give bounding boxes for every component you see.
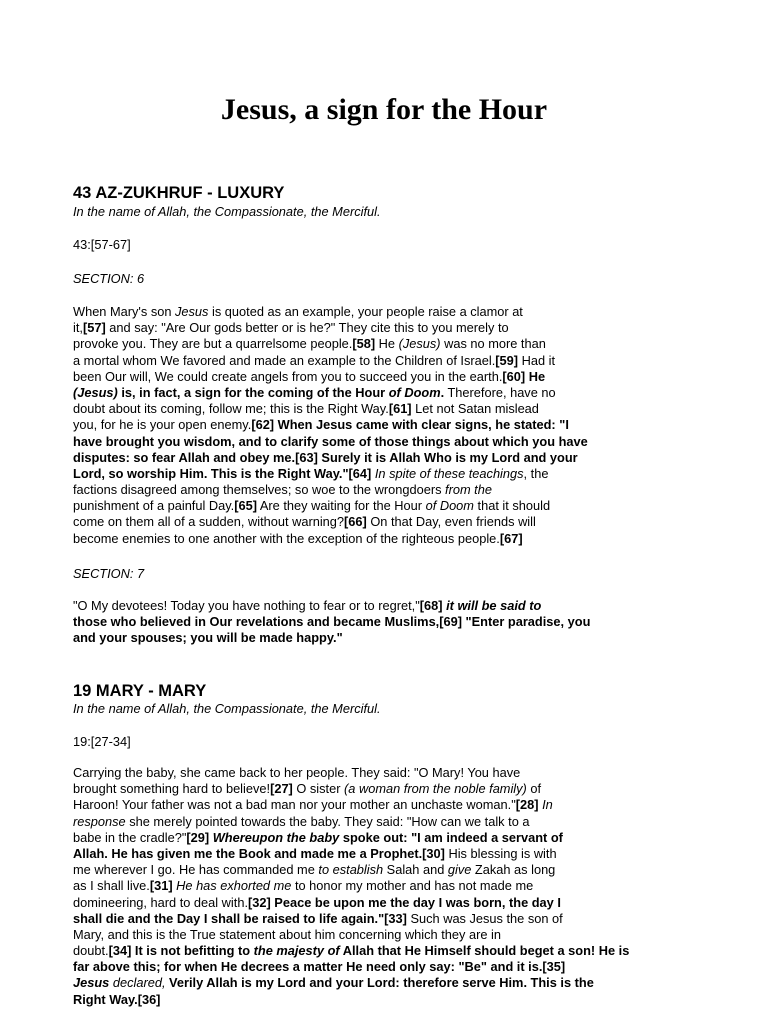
text-run: [27]: [270, 781, 293, 797]
text-run: (a woman from the noble family): [344, 781, 527, 797]
text-run: come on them all of a sudden, without warning?: [73, 514, 345, 530]
text-run: to establish: [318, 862, 384, 878]
text-run: [32] Peace be upon me the day I was born, the day I: [248, 894, 561, 910]
text-run: been Our will, We could create angels from you to succeed you in the earth.: [73, 368, 503, 384]
text-run: spoke out: "I am indeed a servant of: [339, 829, 563, 845]
text-run: In spite of these teachings: [371, 465, 524, 481]
text-run: [59]: [495, 352, 519, 368]
text-run: punishment of a painful Day.: [73, 498, 235, 514]
text-line: [73, 927, 753, 943]
paragraph-az-zukhruf-section-6: [73, 304, 753, 547]
text-run: from the: [445, 482, 492, 498]
bismillah-line: In the name of Allah, the Compassionate, the Merciful.: [73, 204, 381, 219]
text-line: [73, 614, 753, 630]
text-run: Zakah as long: [471, 862, 556, 878]
text-run: far above this; for when He decrees a matter He need only say: "Be" and it is.[35]: [73, 959, 566, 975]
text-run: Jesus: [175, 304, 209, 319]
text-run: of Doom: [388, 384, 441, 400]
text-run: of: [526, 781, 542, 797]
text-run: On that Day, even friends will: [366, 514, 536, 530]
text-run: [61]: [388, 401, 412, 417]
text-run: [31]: [149, 878, 173, 894]
text-run: domineering, hard to deal with.: [73, 894, 248, 910]
text-run: He: [375, 336, 399, 352]
text-run: brought something hard to believe!: [73, 781, 271, 797]
text-run: O sister: [292, 781, 345, 797]
page-title: Jesus, a sign for the Hour: [220, 93, 548, 126]
text-line: [73, 417, 753, 433]
paragraph-az-zukhruf-section-7: [73, 598, 753, 647]
text-run: is quoted as an example, your people raise a clamor at: [208, 304, 523, 319]
text-run: Haroon! Your father was not a bad man nor your mother an unchaste woman.": [73, 797, 516, 813]
text-line: [73, 385, 753, 401]
text-run: and say: "Are Our gods better or is he?" They cite this to you merely to: [105, 320, 509, 336]
text-run: (Jesus): [398, 336, 441, 352]
text-run: [34] It is not befitting to: [108, 943, 254, 959]
verse-reference: 43:[57-67]: [73, 237, 131, 252]
text-run: [62] When Jesus came with clear signs, he stated: "I: [251, 417, 569, 433]
paragraph-mary: [73, 765, 753, 1008]
text-run: it,: [73, 320, 83, 336]
surah-heading-az-zukhruf: 43 AZ-ZUKHRUF - LUXURY: [73, 184, 285, 202]
text-run: become enemies to one another with the exception of the righteous people.: [73, 530, 500, 546]
text-run: .: [440, 384, 445, 400]
text-run: [57]: [82, 320, 106, 336]
bismillah-line: In the name of Allah, the Compassionate, the Merciful.: [73, 701, 381, 716]
text-run: disputes: so fear Allah and obey me.[63] Surely it is Allah Who is my Lord and your: [73, 449, 578, 465]
text-line: [73, 401, 753, 417]
text-line: [73, 320, 753, 336]
text-line: [73, 353, 753, 369]
text-run: babe in the cradle?": [73, 829, 187, 845]
text-run: the majesty of: [253, 943, 340, 959]
text-run: When Mary's son: [73, 304, 176, 319]
text-run: of Doom: [425, 498, 474, 514]
text-run: those who believed in Our revelations and became Muslims,[69] "Enter paradise, you: [73, 614, 591, 630]
text-run: He has exhorted me: [172, 878, 292, 894]
text-line: [73, 336, 753, 352]
text-run: , the: [523, 465, 549, 481]
text-run: you, for he is your open enemy.: [73, 417, 252, 433]
verse-reference: 19:[27-34]: [73, 734, 131, 749]
section-label: SECTION: 6: [73, 271, 145, 286]
text-run: that it should: [473, 498, 551, 514]
text-line: [73, 531, 753, 547]
text-run: shall die and the Day I shall be raised to life again."[33]: [73, 910, 407, 926]
text-run: In: [538, 797, 553, 813]
text-run: to honor my mother and has not made me: [291, 878, 534, 894]
text-run: Are they waiting for the Hour: [257, 498, 426, 514]
text-line: [73, 304, 753, 320]
text-line: [73, 911, 753, 927]
text-line: [73, 450, 753, 466]
text-line: [73, 895, 753, 911]
text-run: it will be said to: [442, 598, 542, 613]
text-line: [73, 498, 753, 514]
text-line: [73, 943, 753, 959]
text-line: [73, 959, 753, 975]
text-line: [73, 797, 753, 813]
text-line: [73, 830, 753, 846]
text-run: provoke you. They are but a quarrelsome people.: [73, 336, 353, 352]
text-line: [73, 369, 753, 385]
text-run: give: [447, 862, 472, 878]
text-run: Allah. He has given me the Book and made me a Prophet.[30]: [73, 845, 445, 861]
text-run: is, in fact, a sign for the coming of the Hour: [117, 384, 389, 400]
text-run: (Jesus): [73, 384, 118, 400]
text-run: Verily Allah is my Lord and your Lord: therefore serve Him. This is the: [165, 975, 594, 991]
text-line: [73, 846, 753, 862]
text-run: Allah that He Himself should beget a son! He is: [339, 943, 630, 959]
text-run: Therefore, have no: [444, 384, 556, 400]
text-run: His blessing is with: [444, 845, 557, 861]
text-run: [58]: [352, 336, 376, 352]
text-line: [73, 482, 753, 498]
text-line: [73, 630, 753, 646]
text-line: [73, 514, 753, 530]
text-run: as I shall live.: [73, 878, 150, 894]
text-run: and your spouses; you will be made happy.": [73, 630, 343, 646]
text-run: Carrying the baby, she came back to her people. They said: "O Mary! You have: [73, 765, 521, 780]
surah-heading-mary: 19 MARY - MARY: [73, 682, 207, 700]
text-line: [73, 992, 753, 1008]
text-run: [68]: [419, 598, 443, 613]
section-label: SECTION: 7: [73, 566, 145, 581]
text-run: [60] He: [502, 368, 546, 384]
text-run: [67]: [499, 530, 523, 546]
text-run: Let not Satan mislead: [411, 401, 539, 417]
text-run: have brought you wisdom, and to clarify some of those things about which you have: [73, 433, 588, 449]
text-run: [29]: [186, 829, 210, 845]
text-run: factions disagreed among themselves; so woe to the wrongdoers: [73, 482, 446, 498]
text-run: [28]: [515, 797, 539, 813]
text-run: "O My devotees! Today you have nothing to fear or to regret,": [73, 598, 420, 613]
text-run: Salah and: [383, 862, 448, 878]
text-run: Lord, so worship Him. This is the Right Way."[64]: [73, 465, 372, 481]
text-run: Jesus: [73, 975, 110, 991]
text-run: Had it: [518, 352, 556, 368]
text-run: Mary, and this is the True statement about him concerning which they are in: [73, 926, 501, 942]
text-line: [73, 466, 753, 482]
text-run: was no more than: [440, 336, 546, 352]
text-run: Whereupon the baby: [209, 829, 340, 845]
text-run: [65]: [234, 498, 258, 514]
text-run: me wherever I go. He has commanded me: [73, 862, 319, 878]
text-run: declared,: [109, 975, 166, 991]
text-run: she merely pointed towards the baby. They said: "How can we talk to a: [125, 813, 530, 829]
text-run: response: [73, 813, 126, 829]
text-run: Such was Jesus the son of: [406, 910, 563, 926]
text-line: [73, 975, 753, 991]
text-line: [73, 814, 753, 830]
text-line: [73, 598, 753, 614]
text-run: doubt.: [73, 943, 109, 959]
text-line: [73, 765, 753, 781]
text-run: Right Way.[36]: [73, 991, 161, 1007]
text-line: [73, 434, 753, 450]
text-run: doubt about its coming, follow me; this is the Right Way.: [73, 401, 389, 417]
text-line: [73, 781, 753, 797]
text-line: [73, 862, 753, 878]
text-run: a mortal whom We favored and made an example to the Children of Israel.: [73, 352, 496, 368]
text-run: [66]: [344, 514, 367, 530]
text-line: [73, 878, 753, 894]
